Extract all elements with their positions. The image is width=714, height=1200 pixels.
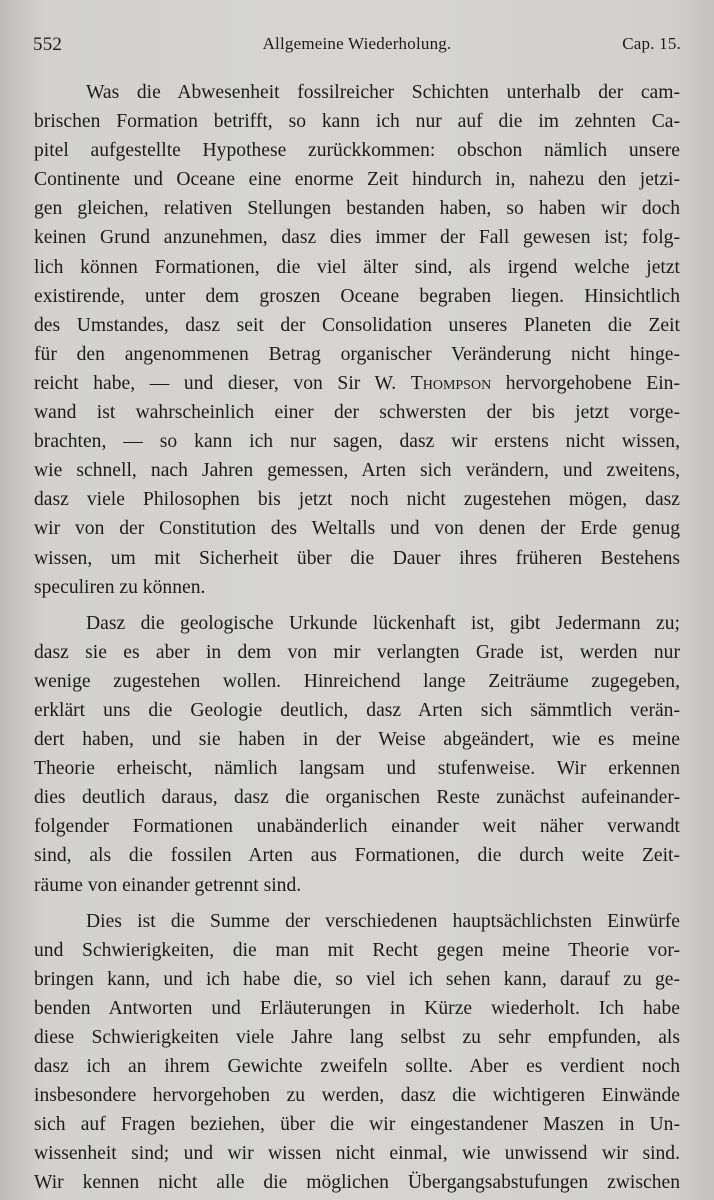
text-line: dies deutlich daraus, dasz die organischen Reste zunächst aufeinander- — [34, 787, 680, 809]
text-line: wand ist wahrscheinlich einer der schwersten der bis jetzt vorge- — [34, 402, 680, 424]
text-line: brischen Formation betrifft, so kann ich nur auf die im zehnten Ca- — [34, 111, 680, 133]
text-line: Wir kennen nicht alle die möglichen Übergangsabstufungen zwischen — [34, 1172, 680, 1194]
text-line: insbesondere hervorgehoben zu werden, dasz die wichtigeren Einwände — [34, 1085, 680, 1107]
text-line: wie schnell, nach Jahren gemessen, Arten sich verändern, und zweitens, — [34, 460, 680, 482]
text-line: dert haben, und sie haben in der Weise abgeändert, wie es meine — [34, 729, 680, 751]
text-line: erklärt uns die Geologie deutlich, dasz Arten sich sämmtlich verän- — [34, 699, 680, 721]
text-line: dasz viele Philosophen bis jetzt noch nicht zugestehen mögen, dasz — [34, 489, 680, 511]
text-line: Was die Abwesenheit fossilreicher Schichten unterhalb der cam- — [86, 82, 680, 103]
text-segment: hervorgehobene Ein- — [491, 372, 680, 394]
text-line: wir von der Constitution des Weltalls und von denen der Erde genug — [34, 518, 680, 540]
text-line: lich können Formationen, die viel älter sind, als irgend welche jetzt — [34, 256, 680, 278]
text-line: Continente und Oceane eine enorme Zeit hindurch in, nahezu den jetzi- — [34, 169, 680, 191]
paragraph-gap — [34, 602, 680, 609]
text-line: sich auf Fragen beziehen, über die wir eingestandener Maszen in Un- — [34, 1114, 680, 1136]
text-line: Dasz die geologische Urkunde lückenhaft ist, gibt Jedermann zu; — [86, 612, 680, 634]
text-line: sind, als die fossilen Arten aus Formationen, die durch weite Zeit- — [34, 845, 680, 867]
text-line: Theorie erheischt, nämlich langsam und stufenweise. Wir erkennen — [34, 758, 680, 780]
text-line: dasz sie es aber in dem von mir verlangten Grade ist, werden nur — [34, 641, 680, 663]
text-segment: reicht habe, — und dieser, von Sir W. — [34, 372, 411, 394]
text-line — [34, 369, 680, 398]
text-line: wissenheit sind; und wir wissen nicht einmal, wie unwissend wir sind. — [34, 1143, 680, 1165]
text-line: räume von einander getrennt sind. — [34, 874, 302, 896]
text-line: bringen kann, und ich habe die, so viel ich sehen kann, darauf zu ge- — [34, 968, 680, 990]
text-line: des Umstandes, dasz seit der Consolidation unseres Planeten die Zeit — [34, 314, 680, 336]
chapter-reference: Cap. 15. — [622, 34, 681, 53]
page-header — [33, 34, 681, 60]
text-line: brachten, — so kann ich nur sagen, dasz wir erstens nicht wissen, — [34, 431, 680, 453]
text-line: existirende, unter dem groszen Oceane begraben liegen. Hinsichtlich — [34, 285, 680, 307]
text-line: wissen, um mit Sicherheit über die Dauer ihres früheren Bestehens — [34, 547, 680, 569]
text-line: folgender Formationen unabänderlich einander weit näher verwandt — [34, 816, 680, 838]
text-line: für den angenommenen Betrag organischer Veränderung nicht hinge- — [34, 343, 680, 365]
text-line: Dies ist die Summe der verschiedenen hauptsächlichsten Einwürfe — [86, 910, 680, 932]
author-name-small-caps: Thompson — [410, 372, 492, 394]
text-line: speculiren zu können. — [34, 576, 206, 598]
running-title: Allgemeine Wiederholung. — [262, 34, 452, 53]
text-line: diese Schwierigkeiten viele Jahre lang selbst zu sehr empfunden, als — [34, 1027, 680, 1048]
text-line: benden Antworten und Erläuterungen in Kürze wiederholt. Ich habe — [34, 997, 680, 1019]
body-text — [34, 78, 680, 1198]
page-number: 552 — [33, 34, 63, 55]
paragraph-gap — [34, 900, 680, 907]
text-line: wenige zugestehen wollen. Hinreichend lange Zeiträume zugegeben, — [34, 670, 680, 692]
text-line: pitel aufgestellte Hypothese zurückkommen: obschon nämlich unsere — [34, 140, 680, 162]
text-line: dasz ich an ihrem Gewichte zweifeln sollte. Aber es verdient noch — [34, 1056, 680, 1078]
text-line: gen gleichen, relativen Stellungen bestanden haben, so haben wir doch — [34, 198, 680, 220]
text-line: und Schwierigkeiten, die man mit Recht gegen meine Theorie vor- — [34, 939, 680, 961]
text-line: keinen Grund anzunehmen, dasz dies immer der Fall gewesen ist; folg- — [34, 227, 680, 249]
